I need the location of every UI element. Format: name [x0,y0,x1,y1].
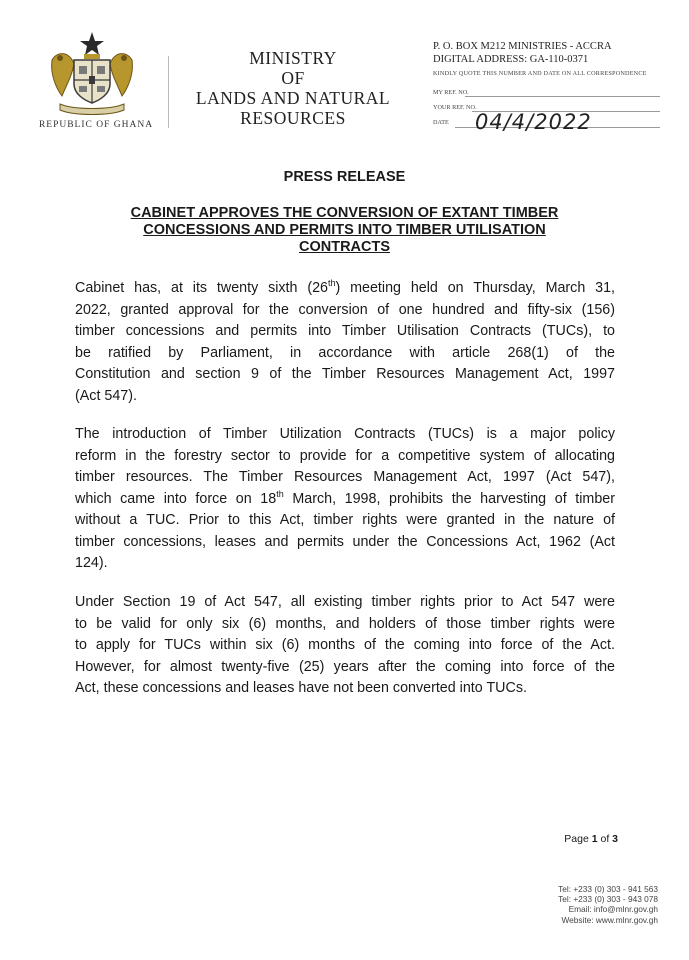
paragraph-1 [75,278,615,407]
paragraph-2 [75,424,615,575]
telephone-1: Tel: +233 (0) 303 - 941 563 [558,884,658,894]
paragraph-3 [75,592,615,700]
paragraph-line: be ratified by Parliament, in accordance with article 268(1) of the [75,344,615,361]
page-total: 3 [612,833,618,845]
paragraph-line [75,489,615,511]
page-number [538,833,618,845]
page-of: of [597,833,613,845]
paragraph-line: timber concessions, leases and permits under the Concessions Act, 1962 (Act [75,533,615,550]
text-fragment: Cabinet has, at its twenty sixth (26 [75,280,328,296]
ministry-line: MINISTRY [249,48,337,68]
paragraph-line: without a TUC. Prior to this Act, timber rights were granted in the nature of [75,512,615,528]
page-prefix: Page [564,833,592,845]
superscript: th [276,488,284,499]
text-fragment: which came into force on 18 [75,490,277,507]
date-label: DATE [433,119,449,126]
paragraph-line: to be valid for only six (6) months, and holders of those timber rights were [75,615,615,632]
paragraph-line: Constitution and section 9 of the Timber Resources Management Act, 1997 [75,366,615,382]
paragraph-line: The introduction of Timber Utilization Contracts (TUCs) is a major policy [75,426,615,442]
headline-line: CABINET APPROVES THE CONVERSION OF EXTANT TIMBER [130,205,559,221]
header-divider [168,56,169,128]
paragraph-line: reform in the forestry sector to provide for a competitive system of allocating [75,447,615,464]
paragraph-line: timber concessions and permits into Timber Utilisation Contracts (TUCs), to [75,323,615,339]
my-ref-label: MY REF. NO. [433,89,469,96]
address-po-box: P. O. BOX M212 MINISTRIES - ACCRA [433,41,612,52]
text-fragment: March, 1998, prohibits the harvesting of timber [283,490,616,507]
headline [90,205,599,256]
correspondence-note: KINDLY QUOTE THIS NUMBER AND DATE ON ALL CORRESPONDENCE [433,70,647,77]
paragraph-line: 124). [75,555,108,571]
ministry-line: LANDS AND NATURAL [195,88,391,108]
your-ref-label: YOUR REF. NO. [433,104,477,111]
ghana-coat-of-arms-icon [44,30,140,116]
republic-of-ghana-caption: REPUBLIC OF GHANA [38,120,154,130]
text-fragment: ) meeting held on Thursday, March 31, [335,280,616,296]
my-ref-line [465,96,660,97]
email: Email: info@mlnr.gov.gh [568,904,658,915]
paragraph-line: Act, these concessions and leases have not been converted into TUCs. [75,680,527,696]
superscript: th [328,278,336,289]
paragraph-line: However, for almost twenty-five (25) years after the coming into force of the [75,658,615,675]
page-current: 1 [591,833,598,845]
telephone-2: Tel: +233 (0) 303 - 943 078 [558,894,658,905]
ministry-address [433,40,673,77]
handwritten-date: 04/4/2022 [475,110,592,134]
website: Website: www.mlnr.gov.gh [561,914,658,925]
paragraph-line: (Act 547). [75,387,137,404]
headline-line: CONCESSIONS AND PERMITS INTO TIMBER UTILISATION [143,222,546,238]
headline-line: CONTRACTS [298,239,391,255]
paragraph-line: to apply for TUCs within six (6) months of the coming into force of the Act. [75,637,615,653]
contact-details [480,884,658,925]
ministry-name [184,48,402,128]
paragraph-line: Under Section 19 of Act 547, all existing timber rights prior to Act 547 were [75,594,615,610]
press-release-title: PRESS RELEASE [283,169,406,185]
ministry-line: OF [281,68,305,88]
paragraph-line [75,278,615,300]
paragraph-line: timber resources. The Timber Resources Management Act, 1997 (Act 547), [75,469,615,485]
ministry-line: RESOURCES [240,108,346,128]
paragraph-line: 2022, granted approval for the conversion of one hundred and fifty-six (156) [75,301,615,318]
digital-address: DIGITAL ADDRESS: GA-110-0371 [433,54,589,65]
